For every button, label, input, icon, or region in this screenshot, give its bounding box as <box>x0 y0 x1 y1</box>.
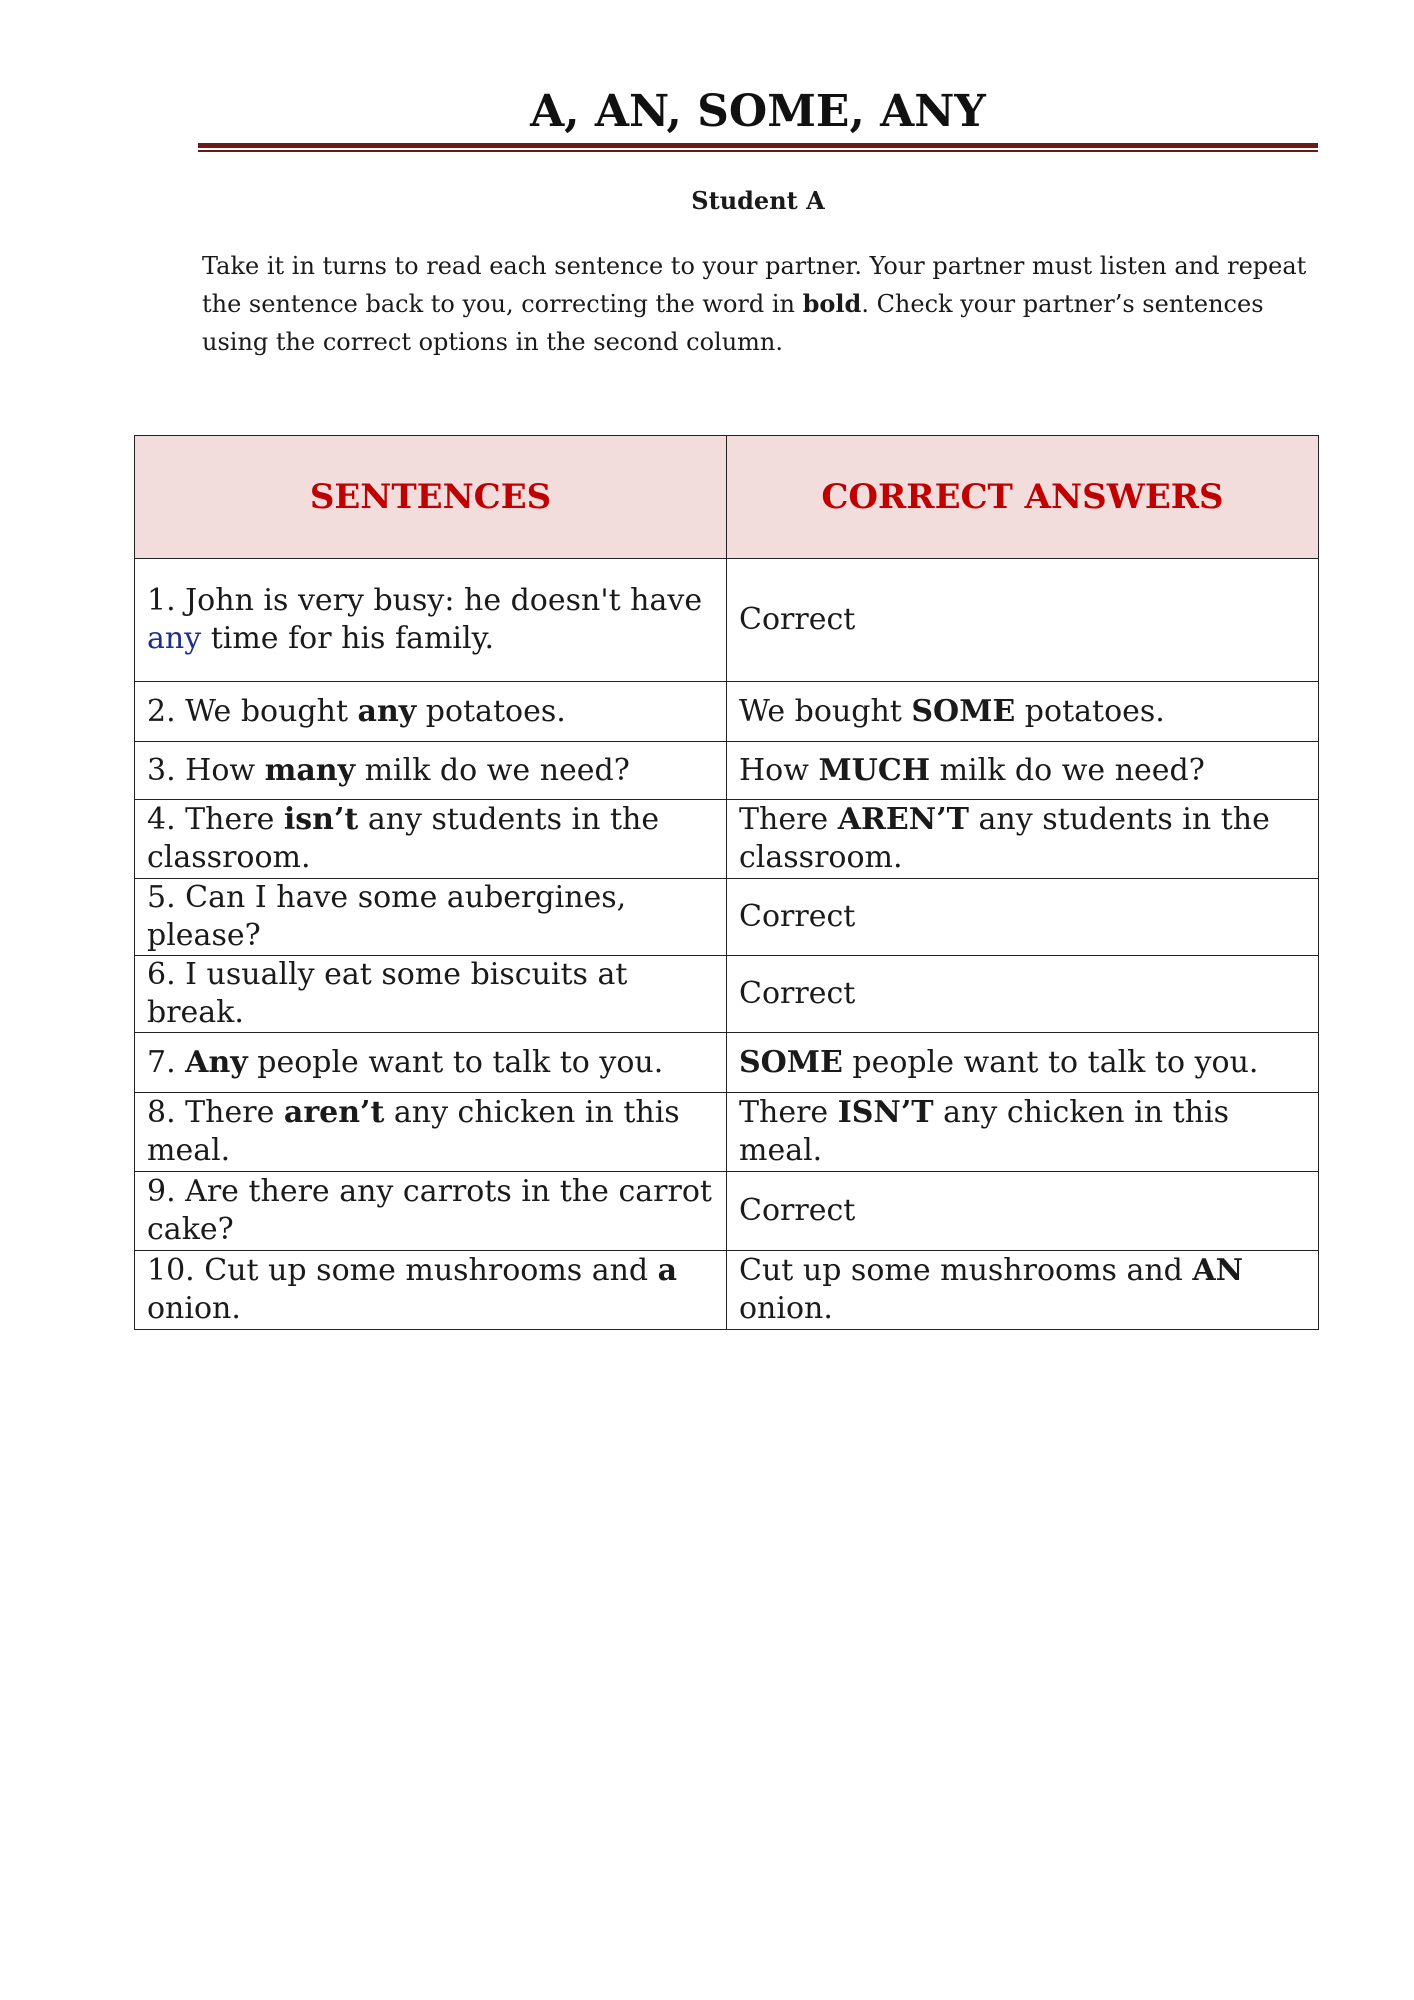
answer-text: We bought <box>739 693 912 729</box>
table-row <box>135 956 1319 1033</box>
answer-key-word: AN <box>1192 1253 1244 1288</box>
sentence-key-word: any <box>357 693 417 729</box>
table-header-row <box>135 436 1319 559</box>
answer-cell <box>727 682 1319 742</box>
answer-text: How <box>739 752 819 788</box>
answer-text: Correct <box>739 976 856 1011</box>
sentence-cell <box>135 742 727 800</box>
answer-cell <box>727 742 1319 800</box>
table-row <box>135 742 1319 800</box>
sentence-text-end: time for his family. <box>201 621 495 656</box>
sentence-text: 5. Can I have some aubergines, please? <box>147 880 627 953</box>
sentence-text-end: any chicken in this meal. <box>147 1095 680 1168</box>
sentence-text: 9. Are there any carrots in the carrot cake? <box>147 1174 712 1247</box>
sentence-key-word: isn’t <box>283 802 359 837</box>
sentence-cell <box>135 1172 727 1251</box>
sentence-key-word: any <box>147 621 202 656</box>
sentence-text: 10. Cut up some mushrooms and <box>147 1253 658 1288</box>
table-row <box>135 559 1319 682</box>
sentence-cell <box>135 1093 727 1172</box>
answer-key-word: SOME <box>911 693 1016 729</box>
answer-text-end: any students in the classroom. <box>739 802 1270 875</box>
answer-text: There <box>739 802 838 837</box>
sentence-cell <box>135 559 727 682</box>
answer-cell <box>727 1172 1319 1251</box>
page-title: A, AN, SOME, ANY <box>530 86 986 137</box>
answer-cell <box>727 559 1319 682</box>
sentence-cell <box>135 1033 727 1093</box>
table-row <box>135 1251 1319 1330</box>
sentence-text-end: onion. <box>147 1291 241 1326</box>
answer-text: Correct <box>739 602 856 637</box>
table-row <box>135 1033 1319 1093</box>
answer-text: Cut up some mushrooms and <box>739 1253 1193 1288</box>
answer-cell <box>727 879 1319 956</box>
table-row <box>135 800 1319 879</box>
sentence-cell <box>135 800 727 879</box>
sentence-text-end: people want to talk to you. <box>247 1044 664 1080</box>
table-row <box>135 879 1319 956</box>
answer-cell <box>727 1251 1319 1330</box>
answer-text-end: milk do we need? <box>930 752 1205 788</box>
answer-text-end: onion. <box>739 1291 833 1326</box>
sentence-cell <box>135 956 727 1033</box>
title-divider-thin <box>198 150 1318 152</box>
sentence-key-word: aren’t <box>283 1095 385 1130</box>
answer-cell <box>727 956 1319 1033</box>
instructions-bold-word: bold <box>802 289 862 318</box>
exercise-table <box>134 435 1319 1330</box>
sentence-text-end: potatoes. <box>416 693 566 729</box>
answer-text: Correct <box>739 899 856 934</box>
sentence-text: 3. How <box>147 752 265 788</box>
answer-text: There <box>739 1095 838 1130</box>
title-divider-thick <box>198 143 1318 148</box>
sentence-text: 7. <box>147 1044 186 1080</box>
sentence-text-end: milk do we need? <box>355 752 630 788</box>
table-row <box>135 1093 1319 1172</box>
answer-cell <box>727 1093 1319 1172</box>
answer-key-word: SOME <box>739 1044 843 1080</box>
sentence-text: 4. There <box>147 802 284 837</box>
answer-cell <box>727 1033 1319 1093</box>
answer-text-end: any chicken in this meal. <box>739 1095 1229 1168</box>
sentence-cell <box>135 1251 727 1330</box>
sentence-text-end: any students in the classroom. <box>147 802 660 875</box>
sentence-text: 6. I usually eat some biscuits at break. <box>147 957 628 1030</box>
sentence-key-word: Any <box>185 1044 248 1080</box>
answer-text-end: people want to talk to you. <box>842 1044 1259 1080</box>
answer-key-word: MUCH <box>818 752 931 788</box>
sentence-cell <box>135 682 727 742</box>
table-row <box>135 1172 1319 1251</box>
sentence-cell <box>135 879 727 956</box>
instructions <box>202 247 1318 361</box>
sentence-key-word: many <box>264 752 356 788</box>
header-sentences: SENTENCES <box>135 436 727 559</box>
sentence-key-word: a <box>657 1253 678 1288</box>
answer-key-word: ISN’T <box>837 1095 934 1130</box>
header-correct-answers: CORRECT ANSWERS <box>727 436 1319 559</box>
student-label: Student A <box>691 186 825 215</box>
sentence-text: 2. We bought <box>147 693 358 729</box>
instructions-text-2: . Check your partner’s sentences using the correct options in the second column. <box>202 290 1264 356</box>
answer-key-word: AREN’T <box>837 802 969 837</box>
table-row <box>135 682 1319 742</box>
instructions-text-1: Take it in turns to read each sentence to your partner. Your partner must listen and repeat the sentence back to you, correcting the word in <box>202 252 1307 318</box>
sentence-text: 8. There <box>147 1095 284 1130</box>
answer-cell <box>727 800 1319 879</box>
answer-text: Correct <box>739 1193 856 1228</box>
sentence-text: 1. John is very busy: he doesn't have <box>147 583 703 618</box>
answer-text-end: potatoes. <box>1015 693 1165 729</box>
